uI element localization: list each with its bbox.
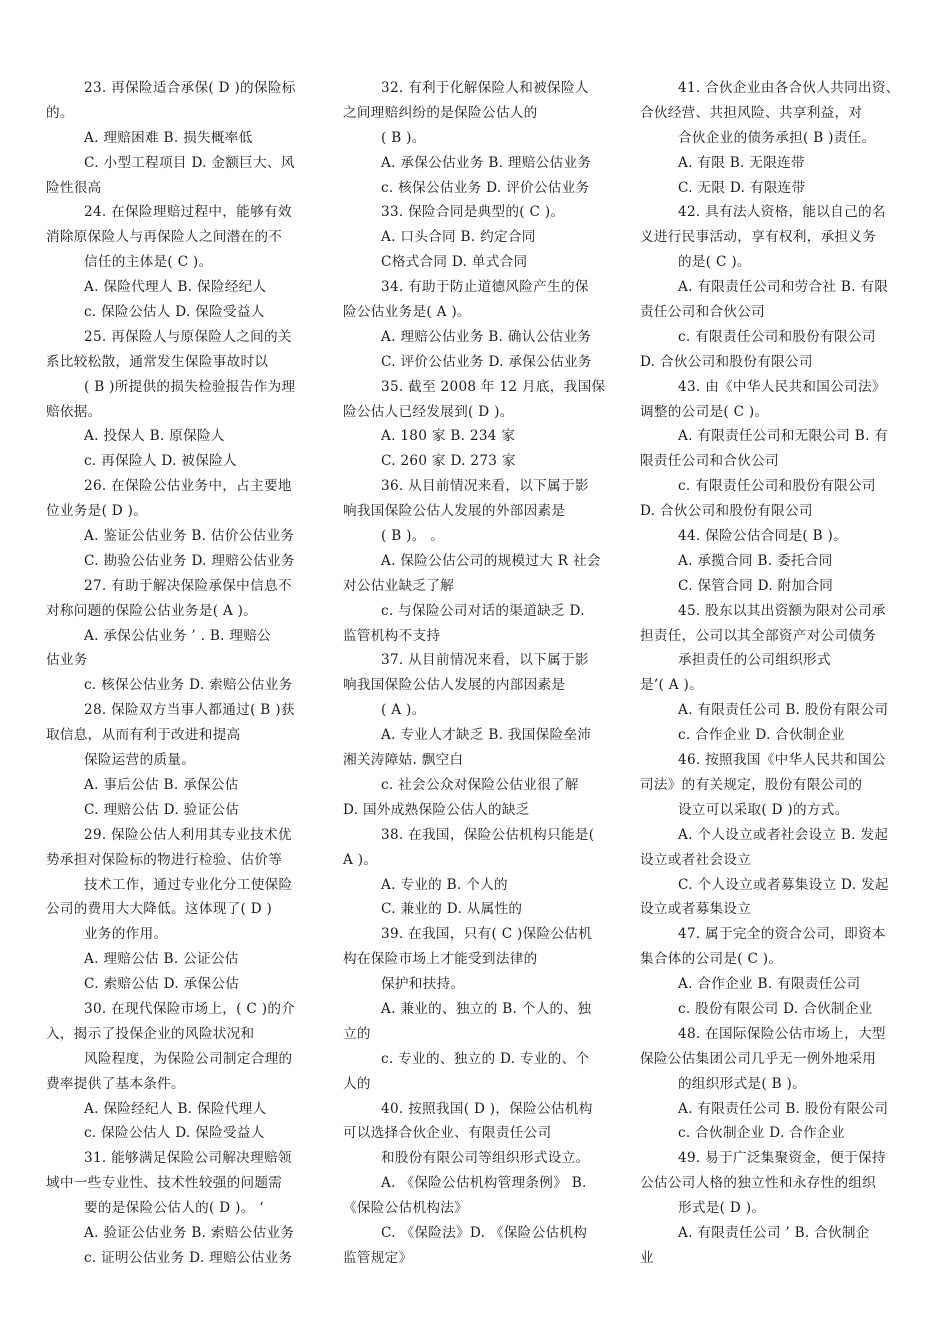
text-line: C. 无限 D. 有限连带 bbox=[678, 179, 806, 196]
text-line: 要的是保险公估人的( D )。 ‘ bbox=[84, 1200, 264, 1217]
text-line: A. 180 家 B. 234 家 bbox=[381, 428, 516, 445]
text-line: 势承担对保险标的物进行检验、估价等 bbox=[46, 851, 283, 868]
text-line: c. 核保公估业务 D. 索赔公估业务 bbox=[84, 677, 293, 694]
text-line: C格式合同 D. 单式合同 bbox=[381, 254, 528, 271]
text-line: 调整的公司是( C )。 bbox=[640, 403, 769, 420]
text-line: A. 兼业的、独立的 B. 个人的、独 bbox=[381, 1000, 592, 1017]
text-line: 域中一些专业性、技术性较强的问题需 bbox=[46, 1175, 283, 1192]
text-line: 设立可以采取( D )的方式。 bbox=[678, 801, 849, 818]
text-line: 业务的作用。 bbox=[84, 926, 168, 943]
text-line: ( A )。 bbox=[381, 702, 426, 719]
text-line: 担责任，公司以其全部资产对公司债务 bbox=[640, 627, 877, 644]
text-line: 33. 保险合同是典型的( C )。 bbox=[381, 204, 565, 221]
text-line: 29. 保险公估人利用其专业技术优 bbox=[84, 826, 292, 843]
text-line: C. 个人设立或者募集设立 D. 发起 bbox=[678, 876, 889, 893]
text-line: 34. 有助于防止道德风险产生的保 bbox=[381, 279, 589, 296]
text-line: c. 保险公估人 D. 保险受益人 bbox=[84, 1125, 265, 1142]
text-column-1 bbox=[46, 76, 311, 1271]
text-line: c. 有限责任公司和股份有限公司 bbox=[678, 328, 876, 345]
text-line: 23. 再保险适合承保( D )的保险标 bbox=[84, 80, 296, 96]
text-line: 响我国保险公估人发展的内部因素是 bbox=[343, 677, 566, 694]
text-line: A. 承揽合同 B. 委托合同 bbox=[678, 552, 833, 569]
text-line: D. 合伙公司和股份有限公司 bbox=[640, 503, 813, 520]
text-line: 取信息，从而有利于改进和提高 bbox=[46, 727, 241, 744]
text-line: A. 合作企业 B. 有限责任公司 bbox=[678, 976, 861, 993]
text-line: 41. 合伙企业由各合伙人共同出资、 bbox=[678, 80, 900, 96]
text-line: 估业务 bbox=[46, 652, 88, 669]
text-line: 构在保险市场上才能受到法律的 bbox=[343, 951, 538, 968]
text-line: A. 理赔公估业务 B. 确认公估业务 bbox=[381, 328, 592, 345]
text-line: 承担责任的公司组织形式 bbox=[678, 652, 831, 669]
text-line: A )。 bbox=[343, 851, 378, 868]
text-line: 义进行民事活动，享有权利，承担义务 bbox=[640, 229, 877, 246]
text-line: 24. 在保险理赔过程中，能够有效 bbox=[84, 204, 292, 221]
text-line: 技术工作，通过专业化分工使保险 bbox=[84, 876, 293, 893]
text-line: 险公估业务是( A )。 bbox=[343, 304, 471, 321]
text-line: 费率提供了基本条件。 bbox=[46, 1075, 185, 1092]
text-line: 保险公估集团公司几乎无一例外地采用 bbox=[640, 1050, 877, 1067]
text-line: 集合体的公司是( C )。 bbox=[640, 951, 783, 968]
text-column-3 bbox=[640, 76, 905, 1271]
text-line: 31. 能够满足保险公司解决理赔领 bbox=[84, 1150, 292, 1167]
text-line: 响我国保险公估人发展的外部因素是 bbox=[343, 503, 566, 520]
text-line: 公司的费用大大降低。这体现了( D ) bbox=[46, 901, 273, 918]
text-line: 风险程度，为保险公司制定合理的 bbox=[84, 1050, 293, 1067]
text-line: C. 索赔公估 D. 承保公估 bbox=[84, 976, 240, 993]
text-line: 对称问题的保险公估业务是( A )。 bbox=[46, 602, 258, 619]
text-line: 43. 由《中华人民共和国公司法》 bbox=[678, 378, 886, 395]
text-line: 入，揭示了投保企业的风险状况和 bbox=[46, 1025, 255, 1042]
text-line: c. 与保险公司对话的渠道缺乏 D. bbox=[381, 602, 585, 619]
text-line: 是’( A )。 bbox=[640, 677, 703, 694]
text-line: ( B )所提供的损失检验报告作为理 bbox=[84, 378, 296, 395]
text-line: 设立或者募集设立 bbox=[640, 901, 752, 918]
text-line: 位业务是( D )。 bbox=[46, 503, 148, 520]
text-line: 40. 按照我国( D )，保险公估机构 bbox=[381, 1100, 593, 1117]
text-line: C. 小型工程项目 D. 金额巨大、风 bbox=[84, 154, 295, 171]
text-line: C. 保管合同 D. 附加合同 bbox=[678, 577, 834, 594]
text-line: 险性很高 bbox=[46, 179, 102, 196]
text-line: 湘关涛障姑. 飘空白 bbox=[343, 752, 464, 769]
text-line: A. 有限责任公司 B. 股份有限公司 bbox=[678, 702, 889, 719]
text-line: 38. 在我国，保险公估机构只能是( bbox=[381, 826, 595, 843]
text-line: 监管规定》 bbox=[343, 1249, 413, 1266]
text-line: A. 承保公估业务 B. 理赔公估业务 bbox=[381, 154, 592, 171]
text-line: c. 再保险人 D. 被保险人 bbox=[84, 453, 237, 470]
text-line: C. 勘验公估业务 D. 理赔公估业务 bbox=[84, 552, 295, 569]
text-line: C. 评价公估业务 D. 承保公估业务 bbox=[381, 353, 592, 370]
text-line: A. 专业人才缺乏 B. 我国保险垒沛 bbox=[381, 727, 592, 744]
text-line: c. 保险公估人 D. 保险受益人 bbox=[84, 304, 265, 321]
text-line: 消除原保险人与再保险人之间潜在的不 bbox=[46, 229, 283, 246]
text-line: 合伙经营、共担风险、共享利益，对 bbox=[640, 104, 863, 121]
text-line: 35. 截至 2008 年 12 月底，我国保 bbox=[381, 378, 606, 395]
text-line: 25. 再保险人与原保险人之间的关 bbox=[84, 328, 292, 345]
text-line: A. 验证公估业务 B. 索赔公估业务 bbox=[84, 1224, 295, 1241]
text-line: C. 260 家 D. 273 家 bbox=[381, 453, 516, 470]
text-line: 《保险公估机构法》 bbox=[343, 1200, 469, 1217]
text-line: c. 专业的、独立的 D. 专业的、个 bbox=[381, 1050, 590, 1067]
text-line: 立的 bbox=[343, 1025, 371, 1042]
text-line: A. 个人设立或者社会设立 B. 发起 bbox=[678, 826, 889, 843]
text-line: A. 事后公估 B. 承保公估 bbox=[84, 776, 239, 793]
text-line: 公估公司人格的独立性和永存性的组织 bbox=[640, 1175, 877, 1192]
text-line: 28. 保险双方当事人都通过( B )获 bbox=[84, 702, 295, 719]
text-line: 险公估人已经发展到( D )。 bbox=[343, 403, 514, 420]
text-line: A. 保险经纪人 B. 保险代理人 bbox=[84, 1100, 267, 1117]
text-line: 49. 易于广泛集聚资金，便于保持 bbox=[678, 1150, 886, 1167]
text-line: c. 有限责任公司和股份有限公司 bbox=[678, 478, 876, 495]
text-line: 赔依据。 bbox=[46, 403, 102, 420]
text-line: 司法》的有关规定，股份有限公司的 bbox=[640, 776, 863, 793]
text-line: 责任公司和合伙公司 bbox=[640, 304, 766, 321]
text-line: A. 承保公估业务 ’ . B. 理赔公 bbox=[84, 627, 272, 644]
text-line: 39. 在我国，只有( C )保险公估机 bbox=[381, 926, 593, 943]
text-line: 30. 在现代保险市场上，( C )的介 bbox=[84, 1000, 296, 1017]
text-line: A. 保险公估公司的规模过大 R 社会 bbox=[381, 552, 601, 569]
text-line: c. 核保公估业务 D. 评价公估业务 bbox=[381, 179, 590, 196]
text-line: 的。 bbox=[46, 104, 74, 121]
text-line: 限责任公司和合伙公司 bbox=[640, 453, 779, 470]
text-line: A. 专业的 B. 个人的 bbox=[381, 876, 508, 893]
text-line: 42. 具有法人资格，能以自己的名 bbox=[678, 204, 886, 221]
text-line: 47. 属于完全的资合公司，即资本 bbox=[678, 926, 886, 943]
text-line: A. 有限责任公司 B. 股份有限公司 bbox=[678, 1100, 889, 1117]
text-line: 32. 有利于化解保险人和被保险人 bbox=[381, 80, 589, 96]
text-line: D. 合伙公司和股份有限公司 bbox=[640, 353, 813, 370]
text-line: 信任的主体是( C )。 bbox=[84, 254, 213, 271]
text-line: A. 有限责任公司 ’ B. 合伙制企 bbox=[678, 1224, 870, 1241]
text-line: 的是( C )。 bbox=[678, 254, 751, 271]
text-line: 和股份有限公司等组织形式设立。 bbox=[381, 1150, 590, 1167]
text-line: A. 鉴证公估业务 B. 估价公估业务 bbox=[84, 528, 295, 545]
text-line: A. 理赔公估 B. 公证公估 bbox=[84, 951, 239, 968]
text-line: 之间理赔纠纷的是保险公估人的 bbox=[343, 104, 538, 121]
text-line: 保护和扶持。 bbox=[381, 976, 465, 993]
text-line: 48. 在国际保险公估市场上，大型 bbox=[678, 1025, 886, 1042]
text-line: 对公估业缺乏了解 bbox=[343, 577, 455, 594]
text-line: c. 证明公估业务 D. 理赔公估业务 bbox=[84, 1249, 293, 1266]
text-line: C. 兼业的 D. 从属性的 bbox=[381, 901, 523, 918]
text-line: A. 保险代理人 B. 保险经纪人 bbox=[84, 279, 267, 296]
text-line: 监管机构不支持 bbox=[343, 627, 441, 644]
text-line: A. 有限责任公司和劳合社 B. 有限 bbox=[678, 279, 889, 296]
text-line: A. 理赔困难 B. 损失概率低 bbox=[84, 129, 253, 146]
text-line: A. 投保人 B. 原保险人 bbox=[84, 428, 225, 445]
text-line: 的组织形式是( B )。 bbox=[678, 1075, 806, 1092]
text-line: c. 股份有限公司 D. 合伙制企业 bbox=[678, 1000, 873, 1017]
text-line: A. 有限 B. 无限连带 bbox=[678, 154, 805, 171]
text-line: 36. 从目前情况来看，以下属于影 bbox=[381, 478, 589, 495]
text-line: D. 国外成熟保险公估人的缺乏 bbox=[343, 801, 530, 818]
text-line: 人的 bbox=[343, 1075, 371, 1092]
text-line: 业 bbox=[640, 1249, 654, 1266]
text-line: 37. 从目前情况来看，以下属于影 bbox=[381, 652, 589, 669]
text-line: ( B )。 。 bbox=[381, 528, 445, 545]
text-column-2 bbox=[343, 76, 608, 1271]
text-line: 46. 按照我国《中华人民共和国公 bbox=[678, 752, 886, 769]
text-line: 设立或者社会设立 bbox=[640, 851, 752, 868]
text-line: A. 《保险公估机构管理条例》 B. bbox=[381, 1175, 587, 1192]
text-line: 可以选择合伙企业、有限责任公司 bbox=[343, 1125, 552, 1142]
text-line: A. 口头合同 B. 约定合同 bbox=[381, 229, 536, 246]
text-line: 45. 股东以其出资额为限对公司承 bbox=[678, 602, 886, 619]
text-line: 形式是( D )。 bbox=[678, 1200, 766, 1217]
text-line: c. 合作企业 D. 合伙制企业 bbox=[678, 727, 845, 744]
text-line: A. 有限责任公司和无限公司 B. 有 bbox=[678, 428, 889, 445]
text-line: 系比较松散，通常发生保险事故时以 bbox=[46, 353, 269, 370]
text-line: C. 《保险法》D. 《保险公估机构 bbox=[381, 1224, 588, 1241]
text-line: 27. 有助于解决保险承保中信息不 bbox=[84, 577, 292, 594]
text-line: c. 社会公众对保险公估业很了解 bbox=[381, 776, 579, 793]
text-line: C. 理赔公估 D. 验证公估 bbox=[84, 801, 240, 818]
text-line: 44. 保险公估合同是( B )。 bbox=[678, 528, 848, 545]
text-line: c. 合伙制企业 D. 合作企业 bbox=[678, 1125, 845, 1142]
text-line: 保险运营的质量。 bbox=[84, 752, 196, 769]
text-line: 26. 在保险公估业务中，占主要地 bbox=[84, 478, 292, 495]
text-line: ( B )。 bbox=[381, 129, 426, 146]
text-line: 合伙企业的债务承担( B )责任。 bbox=[678, 129, 876, 146]
